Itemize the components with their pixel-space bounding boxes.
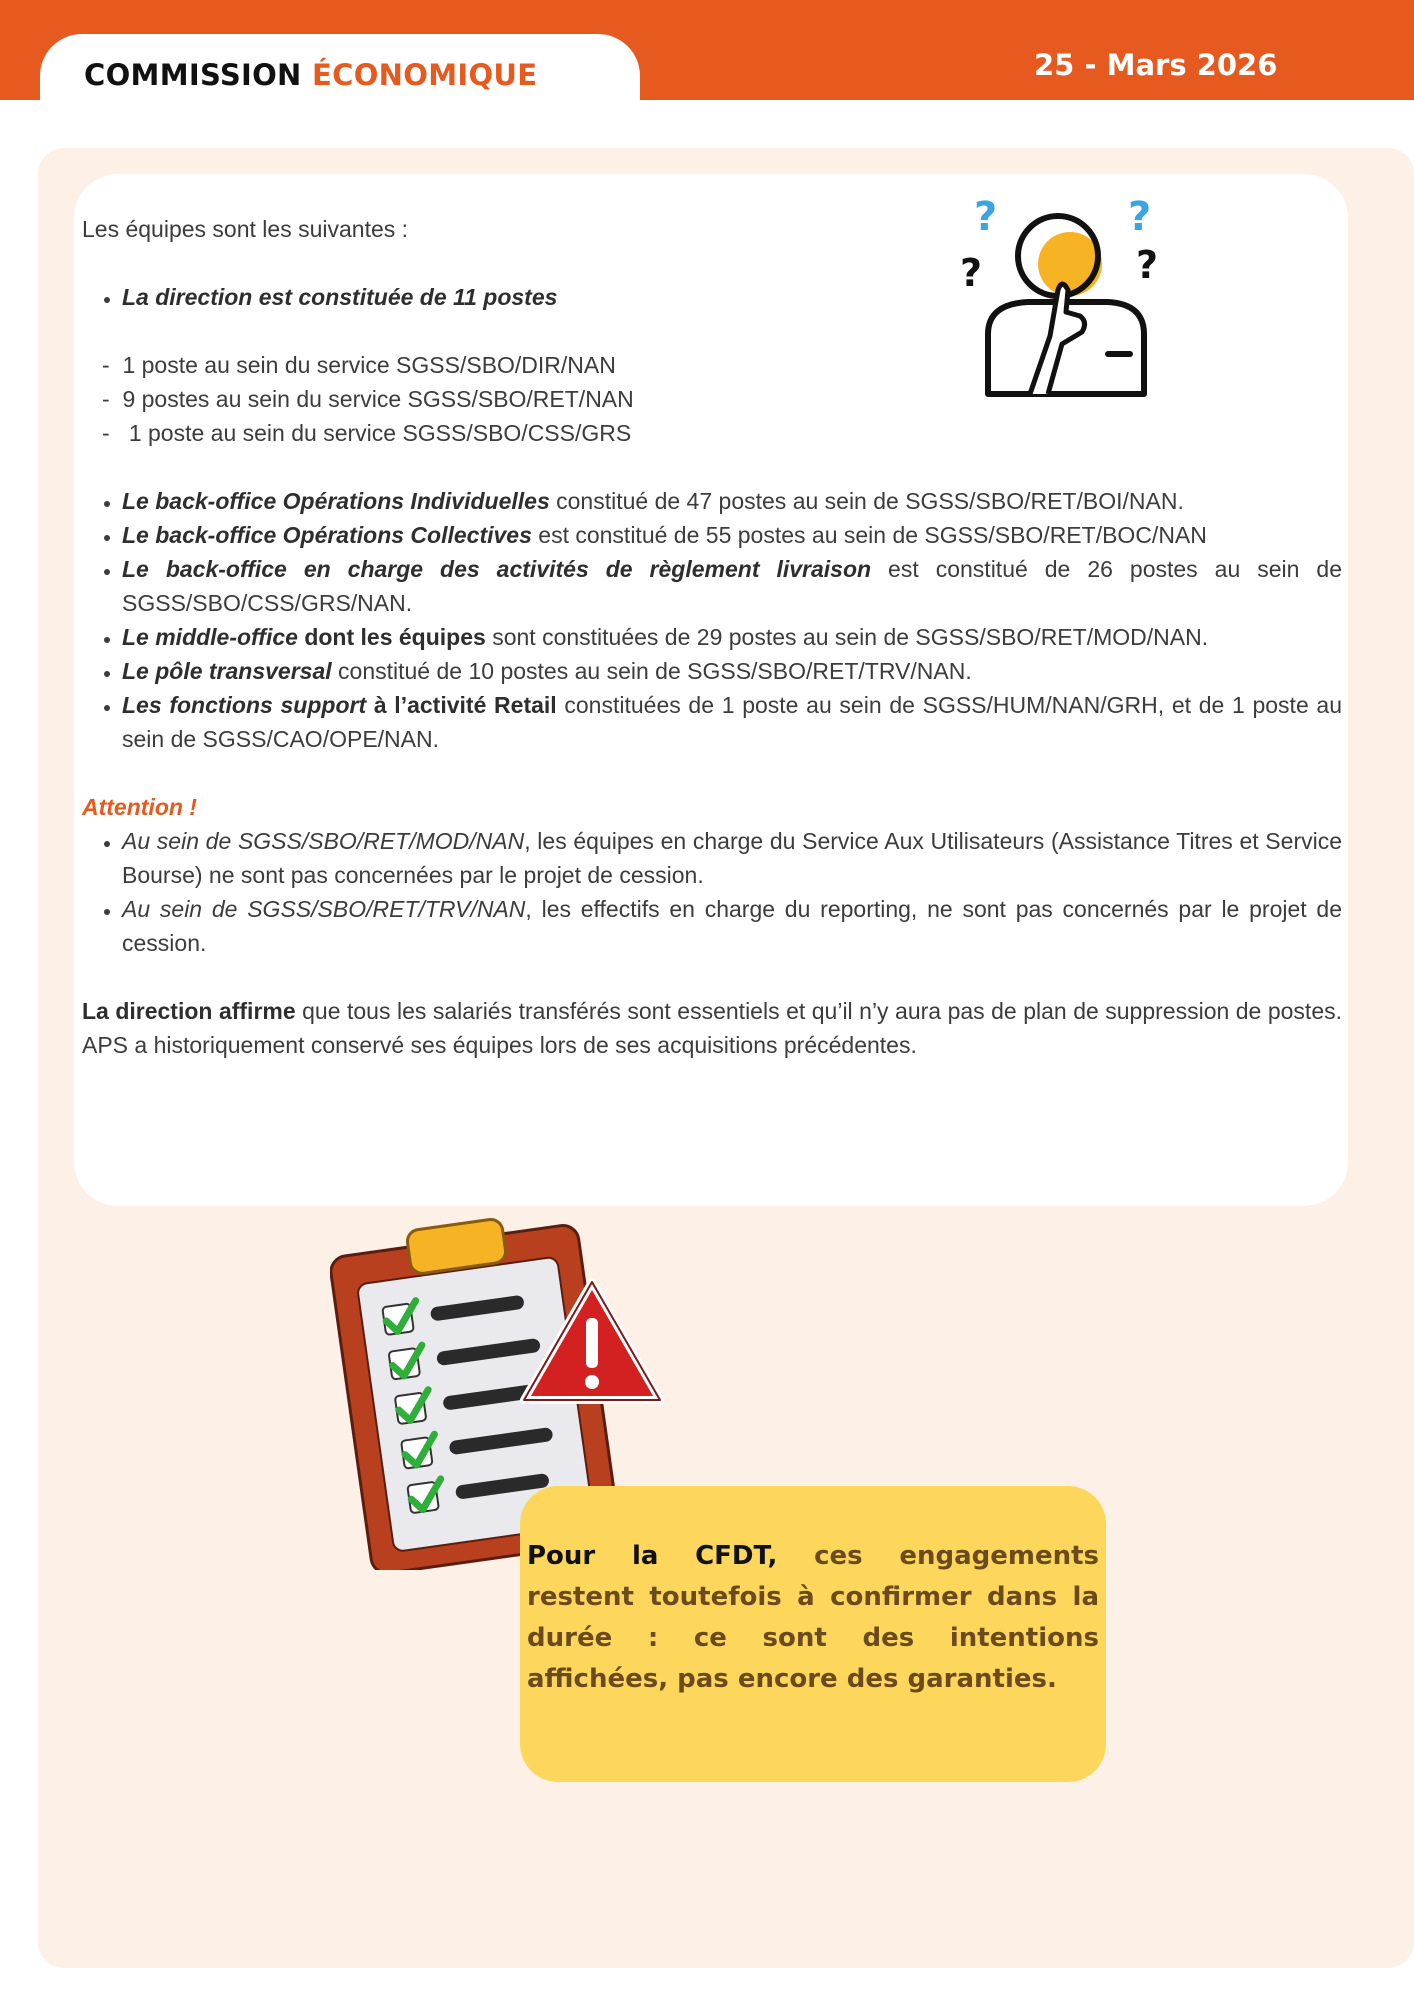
team-text: est constitué de 55 postes au sein de SGSS/SBO/RET/BOC/NAN xyxy=(531,522,1207,548)
team-text: est constitué de 26 postes au sein de SGSS/SBO/CSS/GRS/NAN. xyxy=(122,556,1342,616)
attention-label: Attention ! xyxy=(82,794,197,820)
attention-lead: Au sein de SGSS/SBO/RET/TRV/NAN xyxy=(122,896,526,922)
team-lead: Le middle-office xyxy=(122,624,298,650)
team-lead-2: dont les équipes xyxy=(297,624,486,650)
direction-heading-text: La direction est constituée de 11 postes xyxy=(122,284,558,310)
closing-text: que tous les salariés transférés sont essentiels et qu’il n’y aura pas de plan de suppression de postes. APS a historiquement conservé ses équipes lors de ses acquisitions précédentes. xyxy=(82,998,1342,1058)
attention-text: , les équipes en charge du Service Aux Utilisateurs (Assistance Titres et Service Bourse) ne sont pas concernées par le projet de cession. xyxy=(122,828,1343,888)
team-item xyxy=(122,688,1342,756)
direction-sub-item: - 1 poste au sein du service SGSS/SBO/DIR/NAN xyxy=(102,352,616,378)
attention-item xyxy=(122,824,1342,892)
direction-list xyxy=(82,280,1342,314)
main-content xyxy=(82,212,1342,1062)
header-date: 25 - Mars 2026 xyxy=(1034,48,1278,82)
direction-sub-item: - 1 poste au sein du service SGSS/SBO/CSS/GRS xyxy=(102,420,632,446)
direction-sub-item: - 9 postes au sein du service SGSS/SBO/RET/NAN xyxy=(102,386,634,412)
intro-text: Les équipes sont les suivantes : xyxy=(82,216,409,242)
svg-text:?: ? xyxy=(1128,194,1152,240)
title-part-2: ÉCONOMIQUE xyxy=(312,58,538,92)
closing-lead: La direction affirme xyxy=(82,998,296,1024)
team-item xyxy=(122,620,1342,654)
attention-lead: Au sein de SGSS/SBO/RET/MOD/NAN xyxy=(122,828,525,854)
team-lead: Les fonctions support xyxy=(122,692,367,718)
attention-item xyxy=(122,892,1342,960)
team-lead-2: à l’activité Retail xyxy=(366,692,557,718)
team-lead: Le back-office Opérations Collectives xyxy=(122,522,532,548)
team-item xyxy=(122,552,1342,620)
attention-list xyxy=(82,824,1342,960)
team-lead: Le pôle transversal xyxy=(122,658,332,684)
team-text: sont constituées de 29 postes au sein de SGSS/SBO/RET/MOD/NAN. xyxy=(485,624,1209,650)
svg-text:?: ? xyxy=(960,251,983,295)
team-lead: Le back-office Opérations Individuelles xyxy=(122,488,550,514)
page-title xyxy=(84,58,537,92)
teams-list xyxy=(82,484,1342,756)
cfdt-body: ces engagements restent toutefois à confirmer dans la durée : ce sont des intentions affichées, pas encore des garanties. xyxy=(527,1541,1100,1694)
team-text: constitué de 47 postes au sein de SGSS/SBO/RET/BOI/NAN. xyxy=(549,488,1184,514)
direction-sub-list xyxy=(102,348,1342,450)
team-item xyxy=(122,654,1342,688)
attention-text: , les effectifs en charge du reporting, ne sont pas concernés par le projet de cession. xyxy=(122,896,1343,956)
svg-text:?: ? xyxy=(974,194,998,240)
cfdt-lead: Pour la CFDT, xyxy=(527,1541,778,1571)
team-lead: Le back-office en charge des activités de règlement livraison xyxy=(122,556,872,582)
direction-heading xyxy=(122,280,1342,314)
team-text: constitué de 10 postes au sein de SGSS/SBO/RET/TRV/NAN. xyxy=(331,658,972,684)
cfdt-callout-text xyxy=(527,1536,1099,1700)
closing-paragraph xyxy=(82,994,1342,1062)
svg-text:?: ? xyxy=(1136,243,1159,287)
team-item xyxy=(122,484,1342,518)
team-text: constituées de 1 poste au sein de SGSS/HUM/NAN/GRH, et de 1 poste au sein de SGSS/CAO/OPE/NAN. xyxy=(122,692,1343,752)
team-item xyxy=(122,518,1342,552)
title-part-1: COMMISSION xyxy=(84,58,313,92)
